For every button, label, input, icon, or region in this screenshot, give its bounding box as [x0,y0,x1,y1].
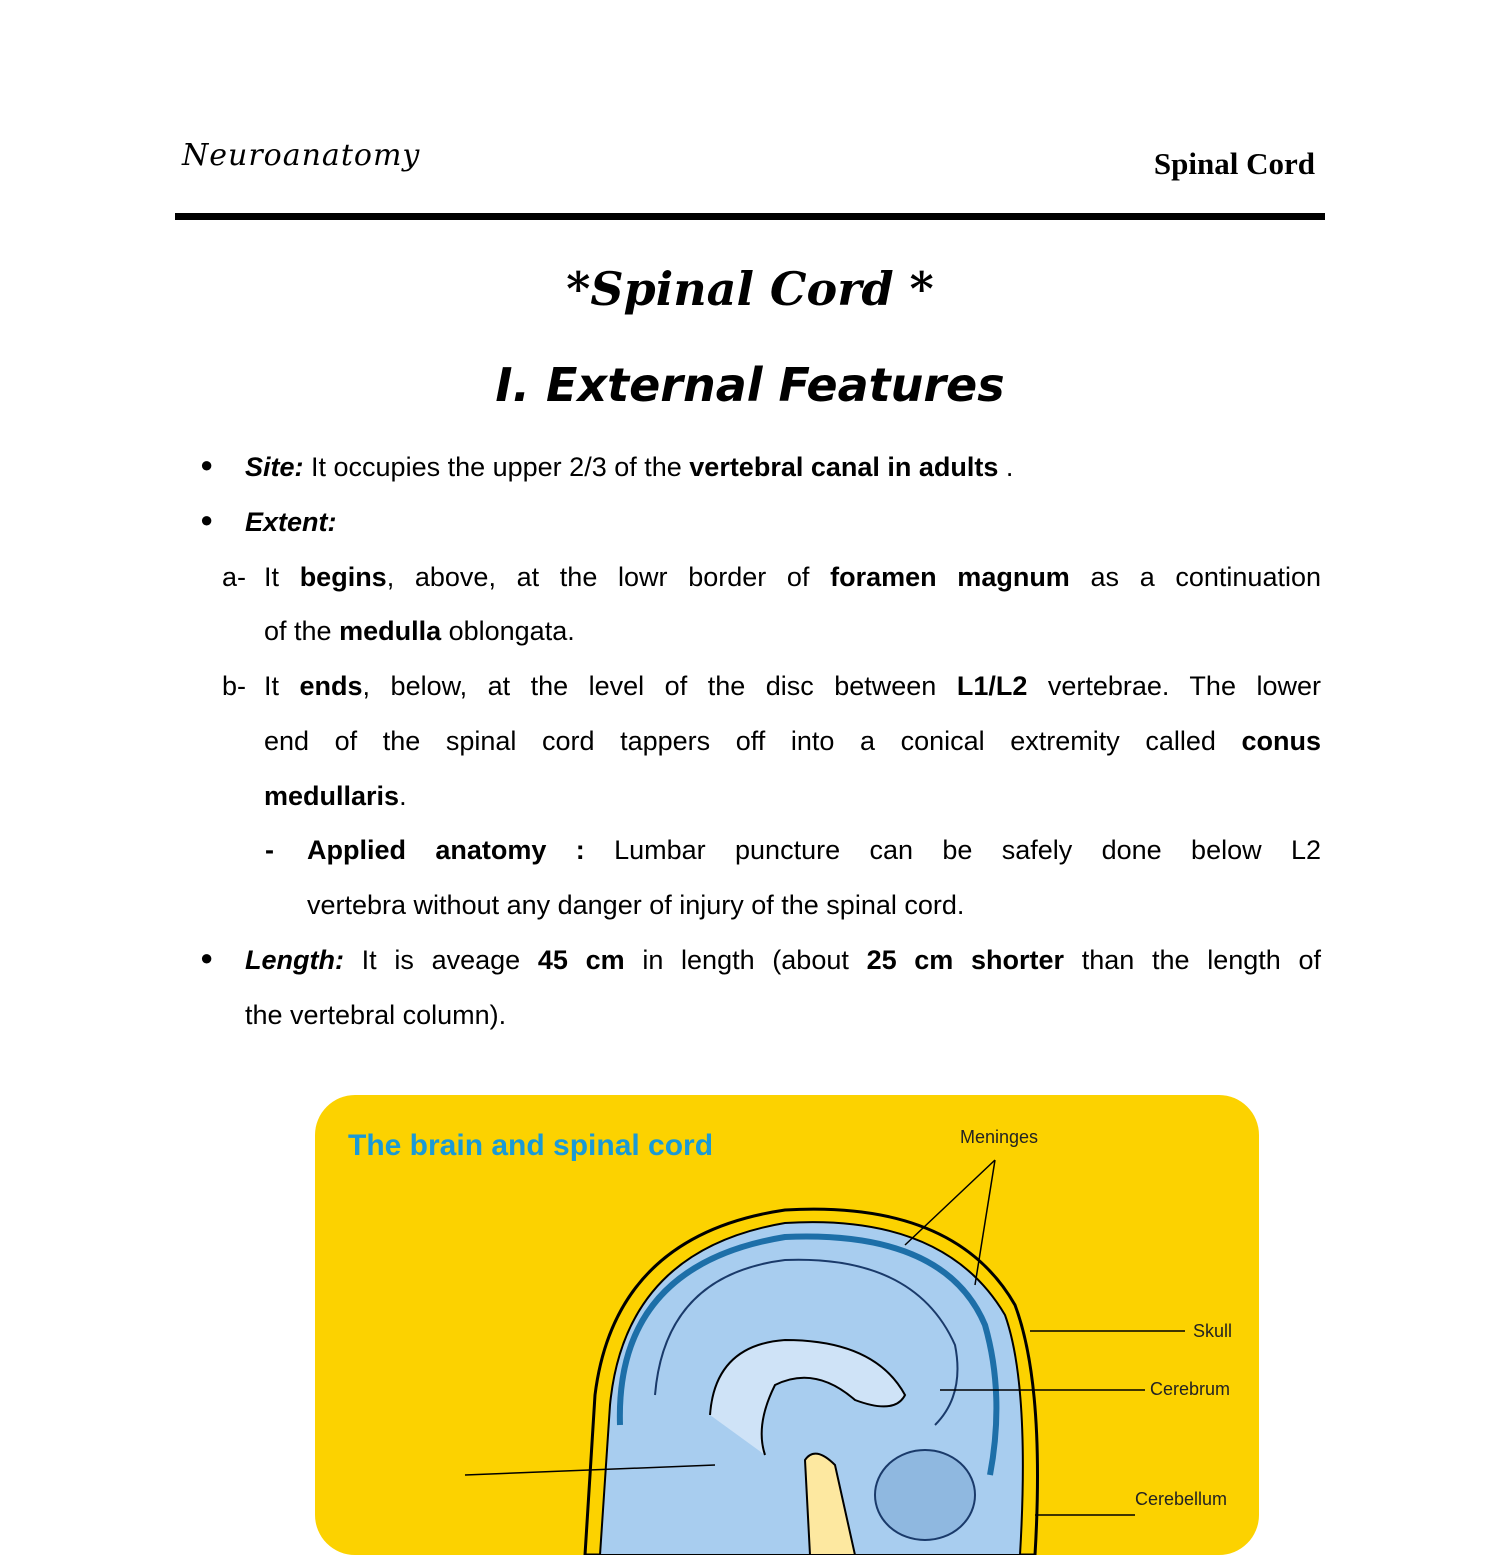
list-marker: a- [222,562,247,592]
bullet-icon: ● [200,452,214,477]
dash-marker: - [265,835,274,865]
brain-spinal-cord-figure [315,1095,1259,1555]
label-meninges: Meninges [960,1127,1039,1147]
label-cerebrum: Cerebrum [1150,1379,1231,1399]
length-line2: the vertebral column). [245,1000,507,1030]
extent-b-line2: end of the spinal cord tappers off into a conical extremity called conus [264,726,1321,756]
list-marker: b- [222,671,247,701]
bullet-icon: ● [200,507,214,532]
label-skull: Skull [1193,1321,1233,1341]
extent-b-line1: It ends, below, at the level of the disc between L1/L2 vertebrae. The lower [264,671,1321,701]
site-paragraph: Site: It occupies the upper 2/3 of the vertebral canal in adults . [245,452,1014,482]
page-title: *Spinal Cord * [566,262,934,316]
section-heading: I. External Features [495,358,1005,412]
applied-line2: vertebra without any danger of injury of the spinal cord. [307,890,965,920]
brain-diagram [315,1095,1259,1555]
extent-label: Extent: [245,507,337,537]
label-cerebellum: Cerebellum [1135,1489,1228,1509]
figure-title: The brain and spinal cord [348,1129,714,1162]
applied-line1: Applied anatomy : Lumbar puncture can be safely done below L2 [307,835,1321,865]
extent-a-line2: of the medulla oblongata. [264,616,575,646]
bullet-icon: ● [200,945,214,970]
extent-a-line1: It begins, above, at the lowr border of foramen magnum as a continuation [264,562,1321,592]
extent-b-line3: medullaris. [264,781,407,811]
header-right: Spinal Cord [1153,146,1315,181]
length-line1: Length: It is aveage 45 cm in length (about 25 cm shorter than the length of [245,945,1322,975]
header-divider [175,213,1325,220]
header-left: Neuroanatomy [182,138,421,173]
